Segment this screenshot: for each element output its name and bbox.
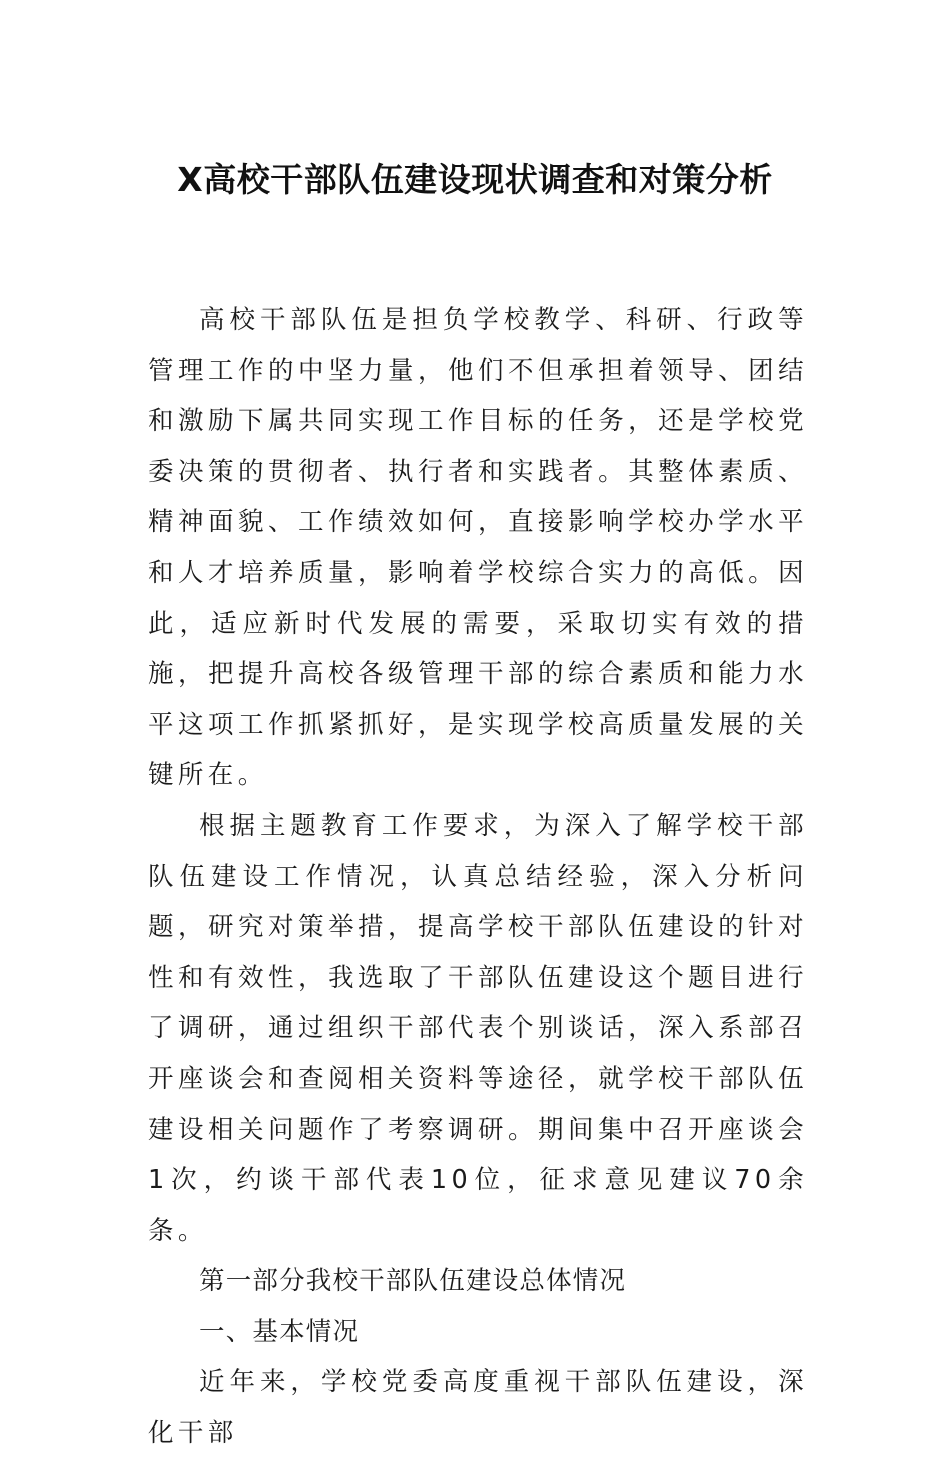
section-heading: 第一部分我校干部队伍建设总体情况 bbox=[199, 1266, 627, 1297]
paragraph-overview: 近年来，学校党委高度重视干部队伍建设，深化干部 bbox=[148, 1367, 808, 1449]
document-title: X高校干部队伍建设现状调查和对策分析 bbox=[177, 160, 773, 199]
paragraph-research: 根据主题教育工作要求，为深入了解学校干部队伍建设工作情况，认真总结经验，深入分析问题，研究对策举措，提高学校干部队伍建设的针对性和有效性，我选取了干部队伍建设这个题目进行了调研，通过组织干部代表个别谈话，深入系部召开座谈会和查阅相关资料等途径，就学校干部队伍建设相关问题作了考察调研。期间集中召开座谈会1次，约谈干部代表10位，征求意见建议70余条。 bbox=[148, 810, 808, 1246]
document-body bbox=[148, 295, 808, 1459]
paragraph-intro: 高校干部队伍是担负学校教学、科研、行政等管理工作的中坚力量，他们不但承担着领导、团结和激励下属共同实现工作目标的任务，还是学校党委决策的贯彻者、执行者和实践者。其整体素质、精神面貌、工作绩效如何，直接影响学校办学水平和人才培养质量，影响着学校综合实力的高低。因此，适应新时代发展的需要，采取切实有效的措施，把提升高校各级管理干部的综合素质和能力水平这项工作抓紧抓好，是实现学校高质量发展的关键所在。 bbox=[148, 305, 808, 791]
subsection-heading: 一、基本情况 bbox=[199, 1316, 360, 1347]
